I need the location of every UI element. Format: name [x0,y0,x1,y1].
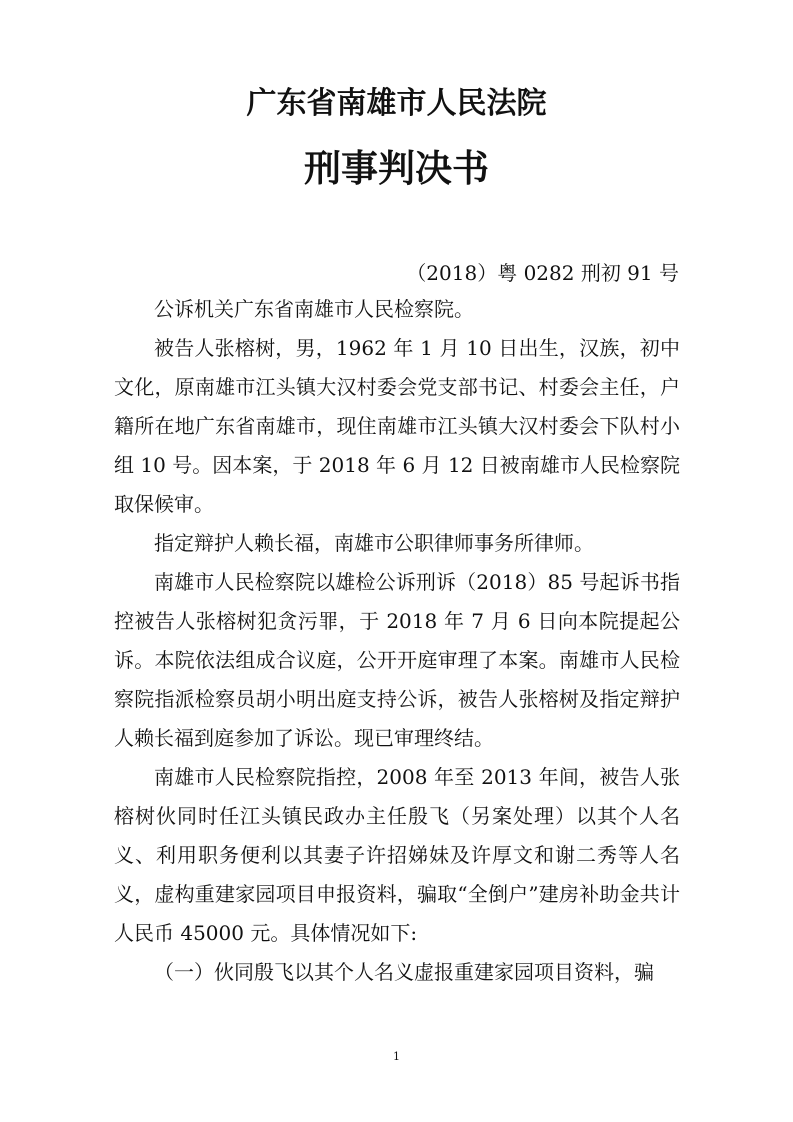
document-body [114,290,680,992]
paragraph-prosecutor: 公诉机关广东省南雄市人民检察院。 [154,297,474,321]
document-type: 刑事判决书 [304,147,489,190]
court-name: 广东省南雄市人民法院 [246,86,547,121]
paragraph-item-1: （一）伙同殷飞以其个人名义虚报重建家园项目资料，骗 [154,960,654,984]
paragraph-defense-counsel: 指定辩护人赖长福，南雄市公职律师事务所律师。 [154,531,594,555]
paragraph-procedure: 南雄市人民检察院以雄检公诉刑诉（2018）85 号起诉书指控被告人张榕树犯贪污罪，于 2018 年 7 月 6 日向本院提起公诉。本院依法组成合议庭，公开开庭审理了本案。南雄市人民检察院指派检察员胡小明出庭支持公诉，被告人张榕树及指定辩护人赖长福到庭参加了诉讼。现已审理终结。 [114,570,680,750]
case-number: （2018）粤 0282 刑初 91 号 [406,261,679,285]
page-number: 1 [393,1050,400,1063]
paragraph-charges: 南雄市人民检察院指控，2008 年至 2013 年间，被告人张榕树伙同时任江头镇民政办主任殷飞（另案处理）以其个人名义、利用职务便利以其妻子许招娣妹及许厚文和谢二秀等人名义，虚构重建家园项目申报资料，骗取“全倒户”建房补助金共计人民币 45000 元。具体情况如下: [114,765,680,945]
paragraph-defendant: 被告人张榕树，男，1962 年 1 月 10 日出生，汉族，初中文化，原南雄市江头镇大汉村委会党支部书记、村委会主任，户籍所在地广东省南雄市，现住南雄市江头镇大汉村委会下队村小组 10 号。因本案，于 2018 年 6 月 12 日被南雄市人民检察院取保候审。 [114,336,680,516]
